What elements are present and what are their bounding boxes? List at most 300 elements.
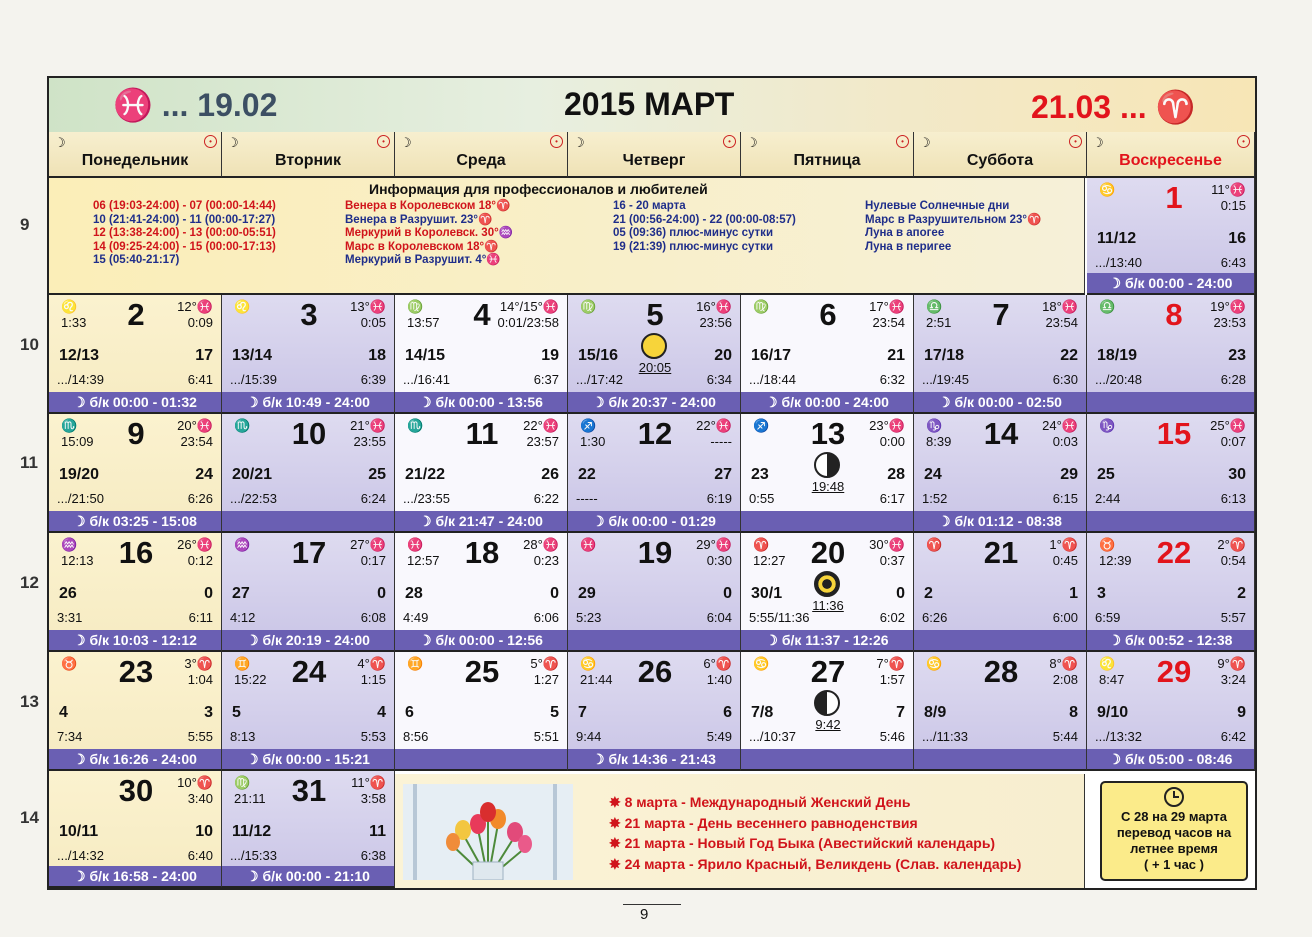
info-line: 21 (00:56-24:00) - 22 (00:00-08:57) [613, 213, 796, 226]
moon-sign-time: 21:11 [234, 791, 266, 806]
sun-position: 28°♓ 0:23 [523, 537, 559, 568]
flower-icon: ✸ [609, 794, 625, 810]
day-cell[interactable] [222, 414, 395, 533]
void-moon-bar: ☽ б/к 16:58 - 24:00 [49, 866, 221, 886]
zodiac-sign-icon: ♓ [580, 537, 597, 552]
info-line: Венера в Разрушит. 23°♈ [345, 213, 493, 226]
lunar-day-time: 3:31 [57, 610, 83, 625]
day-cell[interactable] [49, 295, 222, 414]
lunar-day-time: 4:12 [230, 610, 256, 625]
lunar-day: 30/1 [751, 585, 783, 602]
sun-position: 30°♓ 0:37 [869, 537, 905, 568]
lunar-day: 11/12 [232, 823, 272, 840]
zodiac-sign-icon: ♑ [926, 418, 943, 433]
week-number: 12 [20, 573, 39, 592]
lunar-day: 16/17 [751, 347, 792, 364]
weekday-name: Вторник [274, 152, 342, 169]
sunrise-time: 6:11 [188, 610, 213, 625]
sunrise-time: 5:57 [1220, 610, 1246, 625]
solar-day: 18 [368, 347, 386, 364]
sunrise-time: 5:55 [187, 729, 213, 744]
dst-line: ( + 1 час ) [1144, 857, 1204, 872]
day-cell[interactable] [914, 652, 1087, 771]
lunar-day-time: 5:23 [576, 610, 602, 625]
weekday-header [395, 132, 568, 178]
day-cell[interactable] [568, 295, 741, 414]
lunar-day-time: 7:34 [57, 729, 83, 744]
sun-position: 20°♓ 23:54 [177, 418, 213, 449]
day-cell[interactable] [395, 652, 568, 771]
day-cell[interactable] [222, 533, 395, 652]
weekday-name: Среда [456, 152, 506, 169]
zodiac-sign-icon: ♉ [61, 656, 78, 671]
moon-phase-icon [814, 571, 840, 597]
week-number: 14 [20, 808, 39, 827]
lunar-day-time: .../13:40 [1095, 255, 1142, 270]
day-number: 7 [992, 297, 1010, 332]
sun-position: 22°♓ ----- [696, 418, 732, 449]
solar-day: 5 [550, 704, 559, 721]
day-cell[interactable] [914, 533, 1087, 652]
weekday-header [49, 132, 222, 178]
week-number: 9 [20, 215, 30, 234]
lunar-day-time: 6:59 [1095, 610, 1121, 625]
sunrise-time: 5:44 [1052, 729, 1078, 744]
sunrise-time: 6:38 [360, 848, 386, 863]
day-cell[interactable] [1087, 533, 1255, 652]
lunar-day-time: .../11:33 [922, 729, 969, 744]
sun-position: 23°♓ 0:00 [869, 418, 905, 449]
solar-day: 11 [369, 823, 386, 840]
weekday-name: Пятница [793, 152, 861, 169]
day-number: 13 [810, 416, 846, 451]
weekday-name: Четверг [622, 152, 686, 169]
moon-sign-time: 15:22 [234, 672, 267, 687]
day-number: 11 [465, 416, 499, 451]
moon-phase-icon [641, 333, 667, 359]
sun-position: 3°♈ 1:04 [184, 656, 213, 687]
page-number-line [623, 904, 681, 905]
lunar-day-time: .../17:42 [576, 372, 623, 387]
weekday-header [222, 132, 395, 178]
lunar-day: 22 [578, 466, 596, 483]
day-cell[interactable] [395, 533, 568, 652]
lunar-day: 27 [232, 585, 250, 602]
day-number: 14 [983, 416, 1019, 451]
header-title: 2015 МАРТ [564, 86, 735, 122]
solar-day: 29 [1060, 466, 1078, 483]
moon-phase-time: 9:42 [815, 717, 841, 732]
zodiac-sign-icon: ♓ [407, 537, 424, 552]
sunrise-time: 6:37 [533, 372, 559, 387]
calendar-grid [47, 76, 1257, 890]
void-moon-bar [741, 749, 913, 769]
void-moon-bar: ☽ б/к 00:00 - 13:56 [395, 392, 567, 412]
week-number: 11 [20, 453, 38, 472]
day-number: 4 [473, 297, 491, 332]
solar-day: 26 [541, 466, 559, 483]
info-line: 19 (21:39) плюс-минус сутки [613, 240, 774, 253]
day-cell[interactable] [1087, 295, 1255, 414]
zodiac-sign-icon: ♏ [407, 418, 424, 433]
void-moon-bar: ☽ б/к 00:00 - 01:29 [568, 511, 740, 531]
void-moon-bar [222, 511, 394, 531]
solar-day: 24 [195, 466, 213, 483]
void-moon-bar [1087, 511, 1254, 531]
day-number: 1 [1165, 180, 1183, 215]
info-line: Меркурий в Разрушит. 4°♓ [345, 254, 501, 266]
day-number: 8 [1165, 297, 1183, 332]
moon-phase-time: 11:36 [812, 598, 844, 613]
lunar-day-time: .../15:33 [230, 848, 277, 863]
flower-icon: ✸ [609, 814, 625, 831]
solar-day: 0 [377, 585, 386, 602]
day-cell[interactable] [395, 414, 568, 533]
zodiac-sign-icon: ♍ [753, 299, 770, 314]
day-cell[interactable] [222, 295, 395, 414]
sun-position: 29°♓ 0:30 [696, 537, 732, 568]
dst-line: С 28 на 29 марта [1121, 809, 1227, 824]
tulips-image [403, 784, 573, 880]
zodiac-sign-icon: ♈ [753, 537, 770, 552]
moon-sign-time: 2:51 [926, 315, 952, 330]
solar-day: 7 [896, 704, 905, 721]
solar-day: 0 [204, 585, 213, 602]
solar-day: 30 [1228, 466, 1246, 483]
sun-position: 2°♈ 0:54 [1217, 537, 1246, 568]
void-moon-bar: ☽ б/к 14:36 - 21:43 [568, 749, 740, 769]
solar-day: 19 [541, 347, 559, 364]
void-moon-bar: ☽ б/к 00:00 - 24:00 [1087, 273, 1254, 293]
info-col-2 [345, 200, 513, 268]
void-moon-bar [1087, 392, 1254, 412]
zodiac-sign-icon: ♑ [1099, 418, 1116, 433]
day-cell[interactable] [741, 652, 914, 771]
day-cell[interactable] [568, 652, 741, 771]
lunar-day: 5 [232, 704, 241, 721]
day-cell[interactable] [914, 414, 1087, 533]
lunar-day: 23 [751, 466, 769, 483]
day-cell[interactable] [395, 295, 568, 414]
weekday-header [1087, 132, 1255, 178]
day-cell[interactable] [1087, 178, 1255, 295]
zodiac-sign-icon: ♋ [753, 656, 770, 671]
header-left: ♓ ... 19.02 [113, 87, 278, 123]
lunar-day: 11/12 [1097, 230, 1137, 247]
sunrise-time: 6:04 [706, 610, 732, 625]
solar-day: 9 [1237, 704, 1246, 721]
sunrise-time: 6:42 [1220, 729, 1246, 744]
sunrise-time: 6:32 [879, 372, 905, 387]
solar-day: 28 [887, 466, 905, 483]
void-moon-bar: ☽ б/к 03:25 - 15:08 [49, 511, 221, 531]
moon-sign-time: 12:57 [407, 553, 440, 568]
sun-position: 22°♓ 23:57 [523, 418, 559, 449]
solar-day: 3 [204, 704, 213, 721]
day-cell[interactable] [568, 533, 741, 652]
day-number: 20 [810, 535, 846, 570]
day-cell[interactable] [741, 295, 914, 414]
weekday-header [914, 132, 1087, 178]
day-cell[interactable] [568, 414, 741, 533]
lunar-day: 8/9 [924, 704, 947, 721]
sun-icon: • [896, 135, 909, 148]
day-number: 22 [1156, 535, 1192, 570]
solar-day: 1 [1069, 585, 1078, 602]
day-number: 9 [127, 416, 145, 451]
moon-icon: ☽ [400, 135, 412, 150]
info-line: 10 (21:41-24:00) - 11 (00:00-17:27) [93, 213, 276, 226]
void-moon-bar: ☽ б/к 10:03 - 12:12 [49, 630, 221, 650]
zodiac-sign-icon: ♐ [753, 418, 770, 433]
void-moon-bar: ☽ б/к 11:37 - 12:26 [741, 630, 913, 650]
day-cell[interactable] [1087, 414, 1255, 533]
info-line: Венера в Королевском 18°♈ [345, 200, 511, 212]
solar-day: 23 [1228, 347, 1246, 364]
day-number: 28 [983, 654, 1019, 689]
header-right: 21.03 ... ♈ [1031, 89, 1196, 125]
solar-day: 25 [368, 466, 386, 483]
info-line: 16 - 20 марта [613, 200, 686, 212]
holiday-item: ✸ 24 марта - Ярило Красный, Великдень (Слав. календарь) [609, 855, 1022, 872]
lunar-day: 21/22 [405, 466, 446, 483]
lunar-day-time: .../19:45 [922, 372, 969, 387]
day-cell[interactable] [222, 771, 395, 888]
dst-line: перевод часов на [1116, 825, 1232, 840]
void-moon-bar: ☽ б/к 01:12 - 08:38 [914, 511, 1086, 531]
lunar-day: 12/13 [59, 347, 100, 364]
solar-day: 17 [195, 347, 213, 364]
sun-icon: • [1069, 135, 1082, 148]
day-number: 18 [464, 535, 500, 570]
solar-day: 0 [550, 585, 559, 602]
lunar-day-time: 0:55 [749, 491, 775, 506]
holiday-list [609, 792, 1021, 874]
void-moon-bar [395, 749, 567, 769]
day-cell[interactable] [1087, 652, 1255, 771]
sun-position: 25°♓ 0:07 [1210, 418, 1246, 449]
lunar-day-time: 2:44 [1095, 491, 1121, 506]
lunar-day: 15/16 [578, 347, 619, 364]
lunar-day-time: .../16:41 [403, 372, 450, 387]
day-number: 16 [118, 535, 154, 570]
info-line: Марс в Разрушительном 23°♈ [865, 213, 1042, 226]
moon-sign-time: 15:09 [61, 434, 94, 449]
info-panel [49, 178, 1085, 295]
info-line: 12 (13:38-24:00) - 13 (00:00-05:51) [93, 227, 276, 239]
lunar-day: 26 [59, 585, 77, 602]
sun-position: 14°/15°♓ 0:01/23:58 [497, 299, 559, 330]
zodiac-sign-icon: ♒ [61, 537, 78, 552]
sunrise-time: 6:40 [187, 848, 213, 863]
sun-position: 5°♈ 1:27 [530, 656, 559, 687]
zodiac-sign-icon: ♏ [61, 418, 78, 433]
sun-position: 13°♓ 0:05 [350, 299, 386, 330]
void-moon-bar [568, 630, 740, 650]
void-moon-bar: ☽ б/к 00:00 - 02:50 [914, 392, 1086, 412]
zodiac-sign-icon: ♋ [580, 656, 597, 671]
void-moon-bar: ☽ б/к 10:49 - 24:00 [222, 392, 394, 412]
lunar-day: 25 [1097, 466, 1115, 483]
sunrise-time: 6:19 [706, 491, 732, 506]
zodiac-sign-icon: ♍ [234, 775, 251, 790]
solar-day: 6 [723, 704, 732, 721]
solar-day: 21 [887, 347, 905, 364]
moon-icon: ☽ [1092, 135, 1104, 150]
weekday-header [568, 132, 741, 178]
sunrise-time: 6:30 [1052, 372, 1078, 387]
calendar-header [49, 78, 1255, 134]
sunrise-time: 6:24 [360, 491, 386, 506]
info-line: Марс в Королевском 18°♈ [345, 240, 499, 253]
day-number: 5 [646, 297, 664, 332]
day-number: 31 [291, 773, 327, 808]
lunar-day-time: .../21:50 [57, 491, 104, 506]
day-number: 26 [637, 654, 673, 689]
info-line: Нулевые Солнечные дни [865, 200, 1010, 212]
lunar-day-time: .../13:32 [1095, 729, 1142, 744]
lunar-day: 10/11 [59, 823, 99, 840]
day-number: 3 [300, 297, 318, 332]
day-cell[interactable] [49, 771, 222, 888]
sunrise-time: 6:02 [879, 610, 905, 625]
void-moon-bar: ☽ б/к 00:52 - 12:38 [1087, 630, 1254, 650]
lunar-day-time: .../10:37 [749, 729, 796, 744]
weekday-name: Суббота [966, 152, 1034, 169]
void-moon-bar: ☽ б/к 00:00 - 15:21 [222, 749, 394, 769]
info-line: 06 (19:03-24:00) - 07 (00:00-14:44) [93, 200, 276, 212]
sunrise-time: 6:34 [706, 372, 732, 387]
day-number: 30 [118, 773, 154, 808]
void-moon-bar [741, 511, 913, 531]
void-moon-bar: ☽ б/к 20:19 - 24:00 [222, 630, 394, 650]
zodiac-sign-icon: ♐ [580, 418, 597, 433]
info-line: 05 (09:36) плюс-минус сутки [613, 227, 774, 239]
info-col-1 [93, 200, 276, 268]
sun-position: 24°♓ 0:03 [1042, 418, 1078, 449]
sun-position: 18°♓ 23:54 [1042, 299, 1078, 330]
day-cell[interactable] [49, 533, 222, 652]
holidays-panel [395, 774, 1085, 888]
void-moon-bar: ☽ б/к 21:47 - 24:00 [395, 511, 567, 531]
lunar-day: 28 [405, 585, 423, 602]
void-moon-bar: ☽ б/к 00:00 - 24:00 [741, 392, 913, 412]
dst-line: летнее время [1130, 841, 1218, 856]
lunar-day: 17/18 [924, 347, 965, 364]
lunar-day-time: 1:52 [922, 491, 948, 506]
moon-sign-time: 8:47 [1099, 672, 1125, 687]
sun-position: 16°♓ 23:56 [696, 299, 732, 330]
sun-icon: • [377, 135, 390, 148]
lunar-day-time: ----- [576, 491, 598, 506]
moon-sign-time: 12:27 [753, 553, 786, 568]
lunar-day: 24 [924, 466, 942, 483]
sun-position: 12°♓ 0:09 [177, 299, 213, 330]
sun-position: 6°♈ 1:40 [703, 656, 732, 687]
sunrise-time: 6:06 [533, 610, 559, 625]
void-moon-bar: ☽ б/к 16:26 - 24:00 [49, 749, 221, 769]
lunar-day: 7/8 [751, 704, 774, 721]
sun-icon: • [1237, 135, 1250, 148]
sun-position: 11°♈ 3:58 [351, 775, 386, 806]
void-moon-bar: ☽ б/к 00:00 - 21:10 [222, 866, 394, 886]
day-number: 29 [1156, 654, 1192, 689]
zodiac-sign-icon: ♉ [1099, 537, 1116, 552]
sunrise-time: 5:53 [360, 729, 386, 744]
day-number: 10 [291, 416, 327, 451]
zodiac-sign-icon: ♊ [407, 656, 424, 671]
sun-position: 26°♓ 0:12 [177, 537, 213, 568]
zodiac-sign-icon: ♋ [926, 656, 943, 671]
zodiac-sign-icon: ♍ [407, 299, 424, 314]
solar-day: 22 [1060, 347, 1078, 364]
sun-position: 21°♓ 23:55 [350, 418, 386, 449]
sun-icon: • [723, 135, 736, 148]
solar-day: 10 [195, 823, 213, 840]
zodiac-sign-icon: ♈ [926, 537, 943, 552]
day-number: 23 [118, 654, 154, 689]
day-number: 24 [291, 654, 327, 689]
zodiac-sign-icon: ♍ [580, 299, 597, 314]
info-line: 15 (05:40-21:17) [93, 254, 180, 266]
sunrise-time: 6:39 [360, 372, 386, 387]
sunrise-time: 5:46 [879, 729, 905, 744]
sun-position: 9°♈ 3:24 [1217, 656, 1246, 687]
moon-sign-time: 13:57 [407, 315, 440, 330]
lunar-day-time: 4:49 [403, 610, 429, 625]
moon-phase-time: 20:05 [638, 360, 672, 375]
moon-sign-time: 1:33 [61, 315, 87, 330]
lunar-day: 29 [578, 585, 596, 602]
info-title: Информация для профессионалов и любителей [369, 181, 708, 197]
sunrise-time: 6:22 [533, 491, 559, 506]
sun-position: 10°♈ 3:40 [177, 775, 213, 806]
zodiac-sign-icon: ♊ [234, 656, 251, 671]
day-cell[interactable] [914, 295, 1087, 414]
solar-day: 2 [1237, 585, 1246, 602]
sunrise-time: 5:49 [706, 729, 732, 744]
holiday-item: ✸ 8 марта - Международный Женский День [609, 794, 911, 810]
sunrise-time: 6:08 [360, 610, 386, 625]
lunar-day-time: .../15:39 [230, 372, 277, 387]
day-cell[interactable] [222, 652, 395, 771]
lunar-day-time: .../14:39 [57, 372, 104, 387]
moon-sign-time: 12:39 [1099, 553, 1132, 568]
sun-icon: • [204, 135, 217, 148]
lunar-day: 4 [59, 704, 68, 721]
day-cell[interactable] [741, 533, 914, 652]
page-number: 9 [640, 906, 649, 923]
lunar-day-time: 8:56 [403, 729, 429, 744]
sunrise-time: 6:26 [187, 491, 213, 506]
day-cell[interactable] [741, 414, 914, 533]
holiday-item: ✸ 21 марта - День весеннего равноденствия [609, 814, 918, 831]
lunar-day-time: 6:26 [922, 610, 948, 625]
solar-day: 0 [896, 585, 905, 602]
moon-icon: ☽ [746, 135, 758, 150]
day-cell[interactable] [49, 414, 222, 533]
sunrise-time: 6:43 [1220, 255, 1246, 270]
sun-position: 17°♓ 23:54 [869, 299, 905, 330]
sunrise-time: 6:17 [879, 491, 905, 506]
lunar-day: 2 [924, 585, 933, 602]
sun-position: 4°♈ 1:15 [357, 656, 386, 687]
day-cell[interactable] [49, 652, 222, 771]
day-number: 2 [127, 297, 145, 332]
moon-phase-icon [814, 690, 840, 716]
zodiac-sign-icon: ♋ [1099, 182, 1116, 197]
moon-sign-time: 21:44 [580, 672, 613, 687]
